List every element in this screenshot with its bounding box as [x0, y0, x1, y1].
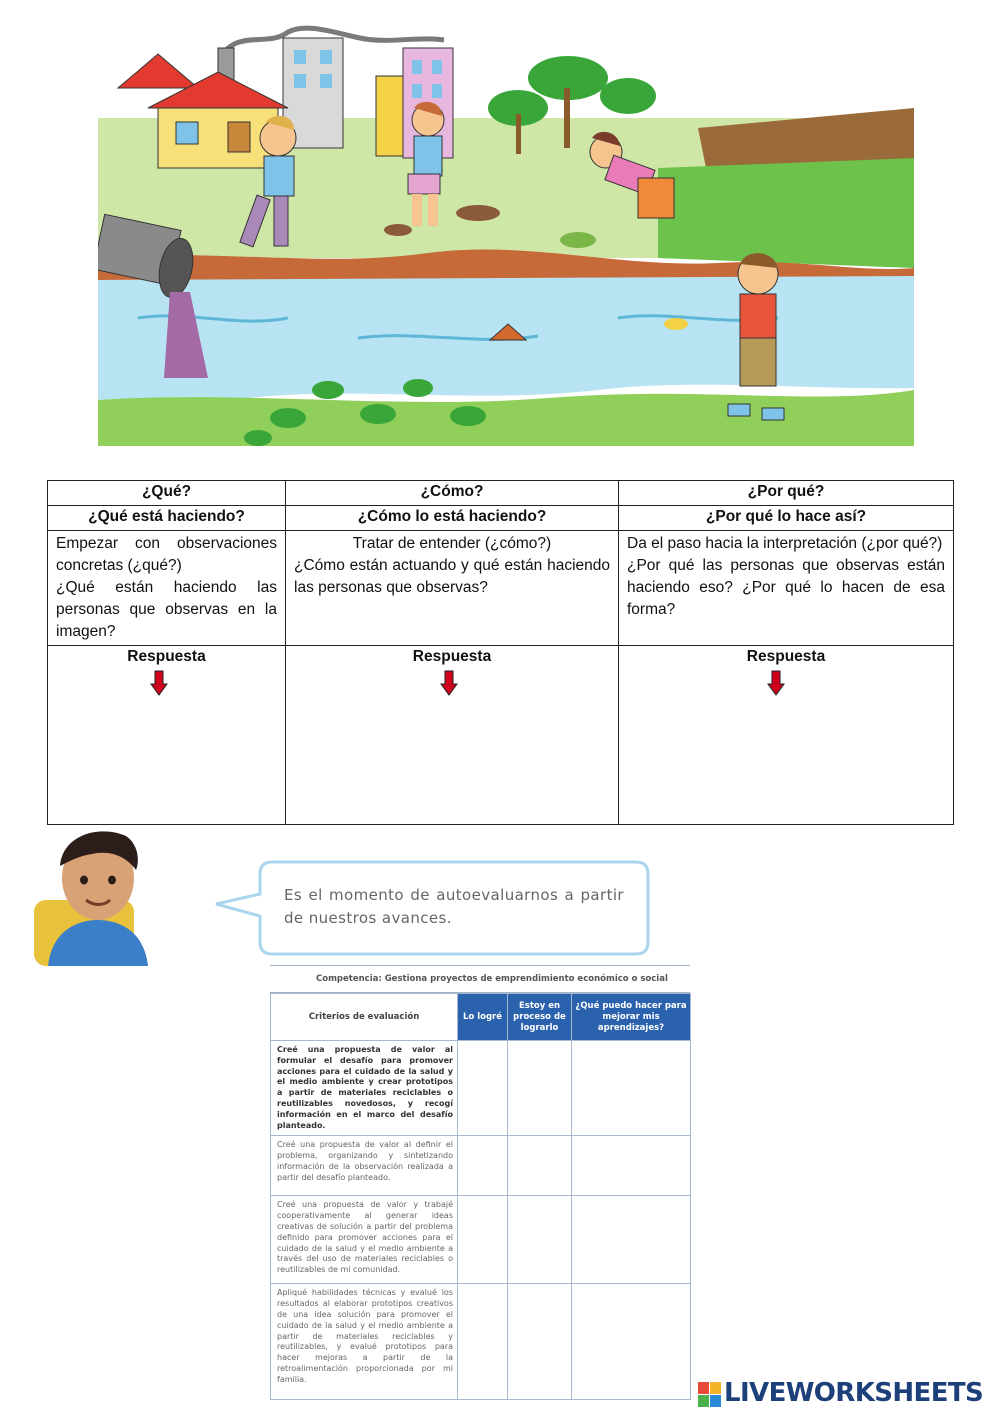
- green-field: [658, 158, 914, 268]
- description-question: ¿Por qué las personas que observas están haciendo eso? ¿Por qué lo hacen de esa forma?: [627, 557, 945, 618]
- description-text: Da el paso hacia la interpretación (¿por qué?): [627, 535, 943, 552]
- improve-cell[interactable]: [572, 1041, 691, 1136]
- answer-label: Respuesta: [412, 648, 492, 665]
- improve-cell[interactable]: [572, 1284, 691, 1400]
- answer-row: [48, 646, 954, 825]
- liveworksheets-watermark[interactable]: LIVEWORKSHEETS: [724, 1378, 984, 1408]
- evaluation-header-row: [271, 994, 691, 1041]
- table-row: [271, 1196, 691, 1284]
- header-por-que: ¿Por qué?: [619, 481, 954, 506]
- description-text: Tratar de entender (¿cómo?): [352, 535, 552, 552]
- table-row: [271, 1136, 691, 1196]
- evaluation-table: [270, 993, 691, 1400]
- subheader-como: ¿Cómo lo está haciendo?: [286, 506, 619, 531]
- subheader-que: ¿Qué está haciendo?: [48, 506, 286, 531]
- improve-cell[interactable]: [572, 1196, 691, 1284]
- subheader-por-que: ¿Por qué lo hace así?: [619, 506, 954, 531]
- in-process-cell[interactable]: [508, 1136, 572, 1196]
- down-arrow-icon: [767, 670, 785, 696]
- header-row: [48, 481, 954, 506]
- observation-table: [47, 480, 954, 825]
- in-process-cell[interactable]: [508, 1041, 572, 1136]
- table-row: [271, 1284, 691, 1400]
- header-que: ¿Qué?: [48, 481, 286, 506]
- achieved-cell[interactable]: [458, 1284, 508, 1400]
- in-process-cell[interactable]: [508, 1196, 572, 1284]
- answer-label: Respuesta: [127, 648, 206, 665]
- liveworksheets-logo-icon: [698, 1382, 722, 1408]
- down-arrow-icon: [440, 670, 458, 696]
- in-process-cell[interactable]: [508, 1284, 572, 1400]
- table-row: [271, 1041, 691, 1136]
- criterion-text: Apliqué habilidades técnicas y evalué los resultados al elaborar prototipos creativos de una idea solución para promover el cuidado de la salud y el medio ambiente a partir de materiales reciclables y reutilizables, y evalué prototipos para hacer mejoras a partir de la retroalimentación proporcionada por mi familia.: [271, 1284, 458, 1400]
- header-in-process: Estoy en proceso de lograrlo: [508, 994, 572, 1041]
- competency-title: Competencia: Gestiona proyectos de emprendimiento económico o social: [270, 965, 690, 993]
- answer-cell-como[interactable]: [286, 646, 619, 825]
- achieved-cell[interactable]: [458, 1136, 508, 1196]
- criterion-text: Creé una propuesta de valor al definir el problema, organizando y sintetizando información de la observación realizada a partir del desafío planteado.: [271, 1136, 458, 1196]
- description-como: [286, 531, 619, 646]
- description-row: [48, 531, 954, 646]
- answer-label: Respuesta: [746, 648, 826, 665]
- subheader-row: [48, 506, 954, 531]
- header-criteria: Criterios de evaluación: [271, 994, 458, 1041]
- achieved-cell[interactable]: [458, 1041, 508, 1136]
- answer-cell-que[interactable]: [48, 646, 286, 825]
- banana-peel: [664, 318, 688, 330]
- down-arrow-icon: [150, 670, 168, 696]
- shopping-bag: [638, 178, 674, 218]
- self-evaluation: [270, 965, 690, 1400]
- description-que: [48, 531, 286, 646]
- answer-cell-por-que[interactable]: [619, 646, 954, 825]
- description-por-que: [619, 531, 954, 646]
- description-text: Empezar con observaciones concretas (¿qué?): [56, 535, 277, 574]
- header-como: ¿Cómo?: [286, 481, 619, 506]
- description-question: ¿Cómo están actuando y qué están haciendo las personas que observas?: [294, 557, 610, 596]
- improve-cell[interactable]: [572, 1136, 691, 1196]
- achieved-cell[interactable]: [458, 1196, 508, 1284]
- speech-bubble-text: Es el momento de autoevaluarnos a partir de nuestros avances.: [284, 886, 624, 927]
- criterion-text: Creé una propuesta de valor al formular el desafío para promover acciones para el cuidado de la salud y el medio ambiente y crear prototipos a partir de materiales reciclables o reutilizables novedosos, y recogí información en el marco del desafío planteado.: [271, 1041, 458, 1136]
- header-achieved: Lo logré: [458, 994, 508, 1041]
- header-improve: ¿Qué puedo hacer para mejorar mis aprendizajes?: [572, 994, 691, 1041]
- pollution-scene-illustration: [98, 18, 914, 446]
- description-question: ¿Qué están haciendo las personas que observas en la imagen?: [56, 579, 277, 640]
- criterion-text: Creé una propuesta de valor y trabajé cooperativamente al generar ideas creativas de solución a partir del problema definido para promover acciones para el cuidado de la salud y el medio ambiente a través del uso de materiales reciclables o reutilizables de mi comunidad.: [271, 1196, 458, 1284]
